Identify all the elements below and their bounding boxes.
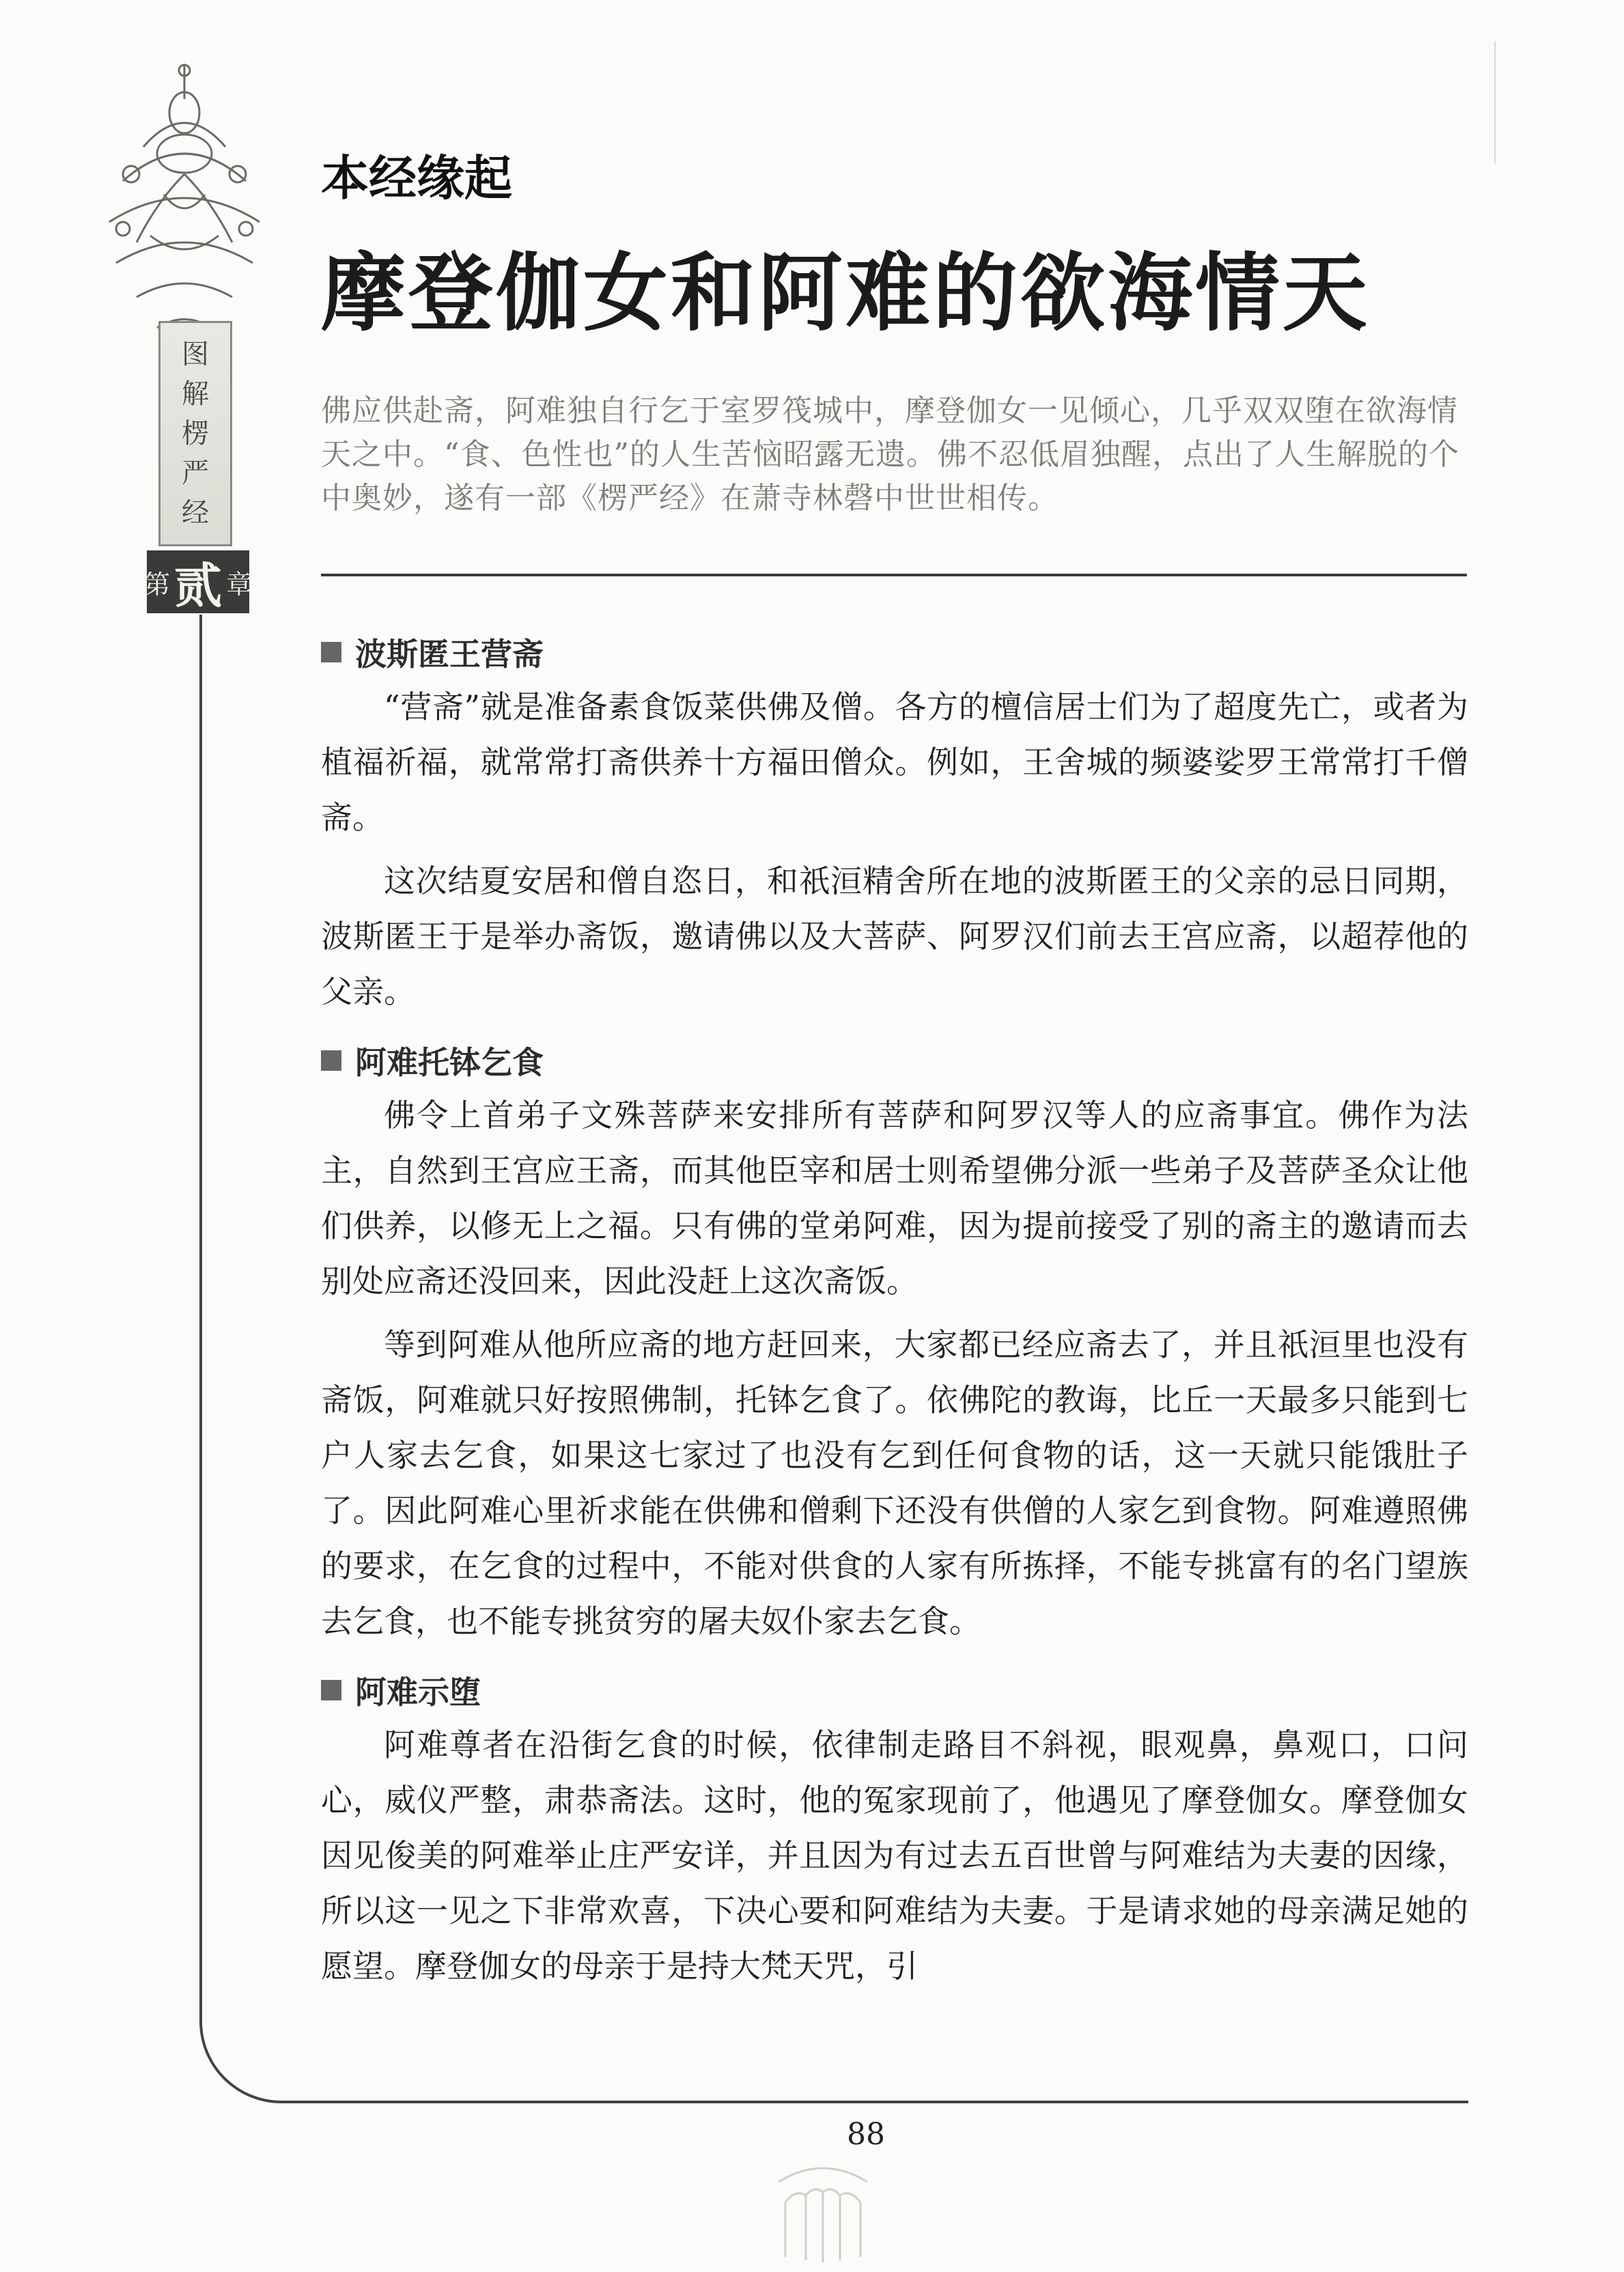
lotus-ornament-icon xyxy=(765,2155,881,2264)
section-heading xyxy=(321,1663,1468,1717)
section xyxy=(321,1033,1468,1649)
book-title-char: 解 xyxy=(182,378,209,410)
chapter-tab xyxy=(143,550,253,614)
page-title: 摩登伽女和阿难的欲海情天 xyxy=(321,244,1371,343)
section-heading-text: 阿难示堕 xyxy=(355,1674,481,1711)
header-divider xyxy=(321,574,1467,576)
lotus-vajra-ornament xyxy=(96,58,273,345)
paragraph: 阿难尊者在沿街乞食的时候，依律制走路目不斜视，眼观鼻，鼻观口，口问心，威仪严整，肃恭斋法。这时，他的冤家现前了，他遇见了摩登伽女。摩登伽女因见俊美的阿难举止庄严安详，并且因为有过去五百世曾与阿难结为夫妻的因缘，所以这一见之下非常欢喜，下决心要和阿难结为夫妻。于是请求她的母亲满足她的愿望。摩登伽女的母亲于是持大梵天咒，引 xyxy=(321,1726,1468,1985)
paragraph: “营斋”就是准备素食饭菜供佛及僧。各方的檀信居士们为了超度先亡，或者为植福祈福，就常常打斋供养十方福田僧众。例如，王舍城的频婆娑罗王常常打千僧斋。 xyxy=(321,688,1468,836)
section-heading xyxy=(321,625,1468,679)
section-heading-text: 阿难托钵乞食 xyxy=(355,1044,544,1081)
square-bullet-icon xyxy=(321,1680,341,1700)
section xyxy=(321,625,1468,1020)
section-heading-text: 波斯匿王营斋 xyxy=(355,636,544,673)
book-title-char: 经 xyxy=(182,497,209,529)
sidebar-corner-curve xyxy=(199,2021,295,2103)
section-subtitle: 本经缘起 xyxy=(321,150,512,206)
chapter-prefix: 第 xyxy=(143,569,170,600)
article-body xyxy=(321,625,1468,1994)
chapter-number: 贰 xyxy=(174,557,222,614)
bottom-rule xyxy=(294,2101,1468,2103)
square-bullet-icon xyxy=(321,1050,341,1071)
book-title-char: 楞 xyxy=(182,418,209,449)
chapter-suffix: 章 xyxy=(226,569,253,600)
book-title-char: 图 xyxy=(182,339,209,370)
page-number: 88 xyxy=(847,2117,885,2152)
book-title-vertical xyxy=(158,321,232,546)
sidebar-rule xyxy=(199,615,202,2021)
paragraph: 等到阿难从他所应斋的地方赶回来，大家都已经应斋去了，并且祇洹里也没有斋饭，阿难就只好按照佛制，托钵乞食了。依佛陀的教诲，比丘一天最多只能到七户人家去乞食，如果这七家过了也没有乞到任何食物的话，这一天就只能饿肚子了。因此阿难心里祈求能在供佛和僧剩下还没有供僧的人家乞到食物。阿难遵照佛的要求，在乞食的过程中，不能对供食的人家有所拣择，不能专挑富有的名门望族去乞食，也不能专挑贫穷的屠夫奴仆家去乞食。 xyxy=(321,1326,1468,1640)
intro-summary: 佛应供赴斋，阿难独自行乞于室罗筏城中，摩登伽女一见倾心，几乎双双堕在欲海情天之中。“食、色性也”的人生苦恼昭露无遗。佛不忍低眉独醒，点出了人生解脱的个中奥妙，遂有一部《楞严经》在萧寺林磬中世世相传。 xyxy=(321,393,1459,516)
paragraph: 佛令上首弟子文殊菩萨来安排所有菩萨和阿罗汉等人的应斋事宜。佛作为法主，自然到王宫应王斋，而其他臣宰和居士则希望佛分派一些弟子及菩萨圣众让他们供养，以修无上之福。只有佛的堂弟阿难，因为提前接受了别的斋主的邀请而去别处应斋还没回来，因此没赶上这次斋饭。 xyxy=(321,1097,1468,1300)
section-heading xyxy=(321,1033,1468,1088)
book-title-char: 严 xyxy=(182,458,209,489)
section xyxy=(321,1663,1468,1994)
page-edge-line xyxy=(1494,41,1496,164)
square-bullet-icon xyxy=(321,642,341,662)
paragraph: 这次结夏安居和僧自恣日，和祇洹精舍所在地的波斯匿王的父亲的忌日同期，波斯匿王于是举办斋饭，邀请佛以及大菩萨、阿罗汉们前去王宫应斋，以超荐他的父亲。 xyxy=(321,862,1468,1010)
